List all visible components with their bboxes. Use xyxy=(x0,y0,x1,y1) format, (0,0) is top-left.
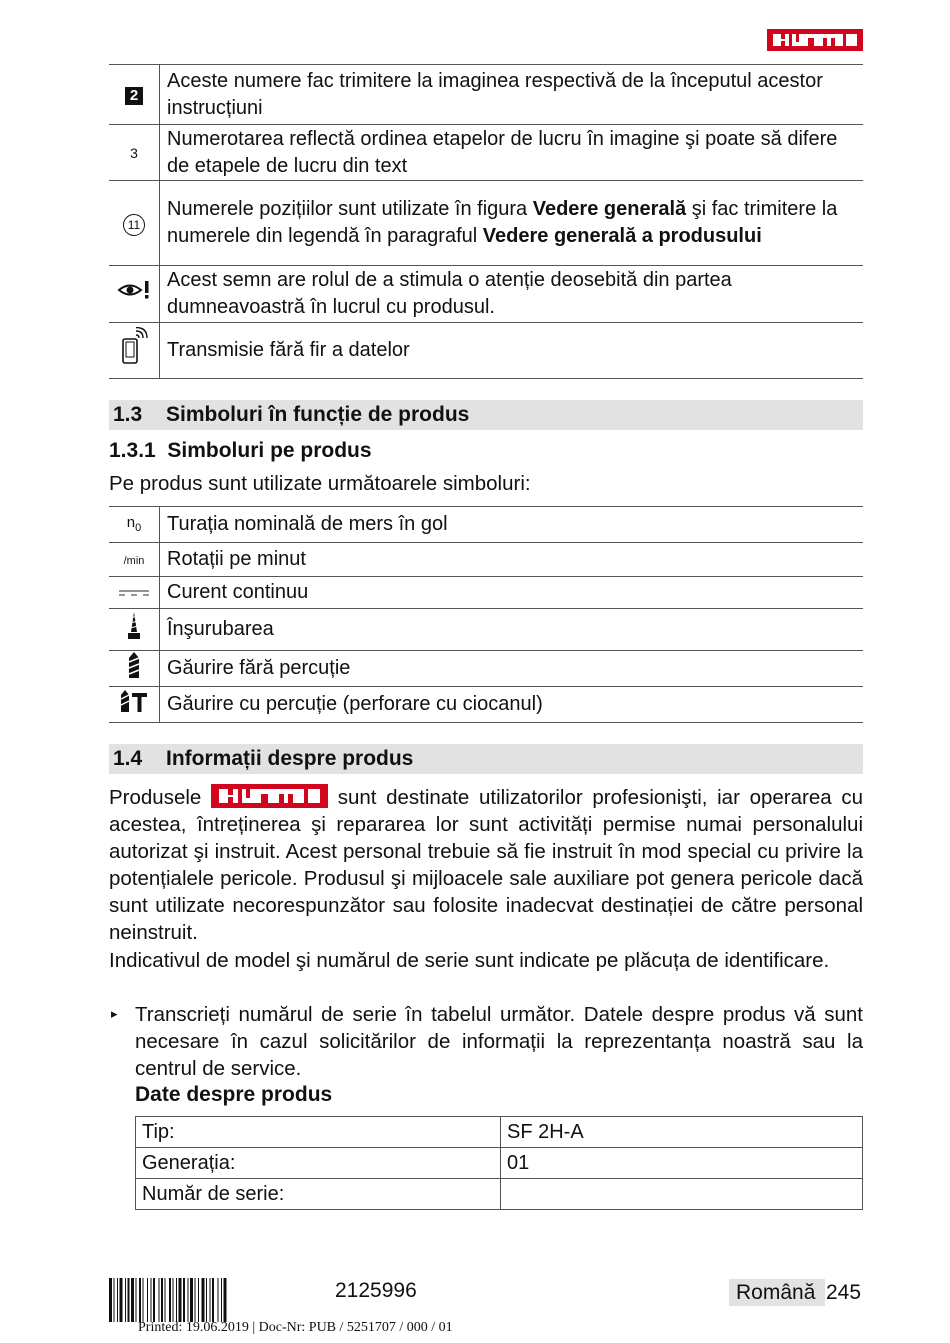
hilti-logo xyxy=(767,29,863,51)
table-row xyxy=(109,323,863,379)
product-symbols-table xyxy=(109,506,863,723)
table-cell-text: Transmisie fără fir a datelor xyxy=(160,323,864,379)
barcode-number: 2125996 xyxy=(335,1279,417,1302)
screw-icon xyxy=(109,609,160,651)
product-data-table xyxy=(135,1116,863,1210)
hilti-inline-logo xyxy=(211,784,328,808)
table-row xyxy=(136,1179,863,1210)
table-row xyxy=(109,687,863,723)
table-cell-text: Numerele pozițiilor sunt utilizate în figura Vedere generală şi fac trimitere la numerele din legendă în paragraful Vedere generală a produsului xyxy=(160,181,864,266)
table-cell-text: Turația nominală de mers în gol xyxy=(160,507,864,543)
eye-attention-icon xyxy=(109,266,160,323)
number-circle-icon: 11 xyxy=(109,181,160,266)
number-plain-icon: 3 xyxy=(109,125,160,181)
data-value: 01 xyxy=(501,1148,863,1179)
data-value: SF 2H-A xyxy=(501,1117,863,1148)
section-number: 1.4 xyxy=(113,747,143,770)
drill-bit-icon xyxy=(109,651,160,687)
table-cell-text: Înşurubarea xyxy=(160,609,864,651)
wireless-phone-icon xyxy=(109,323,160,379)
table-cell-text: Curent continuu xyxy=(160,577,864,609)
table-row xyxy=(109,181,863,266)
paragraph-text: Produsele xyxy=(109,786,202,809)
paragraph-text: sunt destinate utilizatorilor profesionişti, iar operarea cu acestea, întreținerea şi repararea lor sunt activități permise numai personalului autorizat şi instruit. Acest personal trebuie să fie instruit în mod special cu privire la potențialele pericole. Produsul şi mijloacele sale auxiliare pot genera pericole dacă sunt utilizate necorespunzător sau folosite inadecvat destinației de către personal neinstruit. xyxy=(109,786,863,944)
bullet-arrow-icon: ▸ xyxy=(111,1006,118,1021)
section-heading-1-3 xyxy=(109,400,863,430)
table-row xyxy=(109,266,863,323)
data-value[interactable] xyxy=(501,1179,863,1210)
product-data-title: Date despre produs xyxy=(135,1083,333,1106)
table-cell-text: Aceste numere fac trimitere la imaginea respectivă de la începutul acestor instrucțiuni xyxy=(160,65,864,125)
table-cell-text: Găurire cu percuție (perforare cu ciocanul) xyxy=(160,687,864,723)
product-info-paragraph xyxy=(109,784,863,946)
section-heading-1-4 xyxy=(109,744,863,774)
table-cell-text: Acest semn are rolul de a stimula o atenție deosebită din partea dumneavoastră în lucrul cu produsul. xyxy=(160,266,864,323)
table-cell-text: Numerotarea reflectă ordinea etapelor de lucru în imagine şi poate să difere de etapele de lucru din text xyxy=(160,125,864,181)
page-number: 245 xyxy=(826,1281,862,1304)
intro-paragraph: Pe produs sunt utilizate următoarele simboluri: xyxy=(109,472,531,495)
subsection-number: 1.3.1 xyxy=(109,439,156,462)
hammer-drill-icon xyxy=(109,687,160,723)
table-row xyxy=(109,507,863,543)
table-row xyxy=(109,125,863,181)
instruction-paragraph: Transcrieți numărul de serie în tabelul următor. Datele despre produs vă sunt necesare în cazul solicitărilor de informații la reprezentanța noastră sau la centrul de service. xyxy=(135,1003,863,1080)
section-title: Informații despre produs xyxy=(166,747,414,770)
data-label: Număr de serie: xyxy=(136,1179,501,1210)
print-info: Printed: 19.06.2019 | Doc-Nr: PUB / 5251707 / 000 / 01 xyxy=(138,1320,453,1335)
table-row xyxy=(136,1148,863,1179)
table-row xyxy=(109,651,863,687)
per-minute-symbol: /min xyxy=(109,543,160,577)
data-label: Tip: xyxy=(136,1117,501,1148)
data-label: Generația: xyxy=(136,1148,501,1179)
table-row xyxy=(109,65,863,125)
section-title: Simboluri în funcție de produs xyxy=(166,403,470,426)
table-row xyxy=(109,577,863,609)
language-label: Română xyxy=(729,1279,825,1306)
table-row xyxy=(109,543,863,577)
table-row xyxy=(109,609,863,651)
n0-symbol: $n_0$ xyxy=(109,507,160,543)
table-row xyxy=(136,1117,863,1148)
notation-symbols-table xyxy=(109,64,863,379)
subsection-title: Simboluri pe produs xyxy=(167,439,372,462)
direct-current-icon xyxy=(109,577,160,609)
section-number: 1.3 xyxy=(113,403,143,426)
table-cell-text: Găurire fără percuție xyxy=(160,651,864,687)
number-square-icon: 2 xyxy=(109,65,160,125)
model-info-paragraph: Indicativul de model şi numărul de serie sunt indicate pe plăcuța de identificare. xyxy=(109,949,830,972)
subsection-heading-1-3-1 xyxy=(109,439,372,463)
table-cell-text: Rotații pe minut xyxy=(160,543,864,577)
